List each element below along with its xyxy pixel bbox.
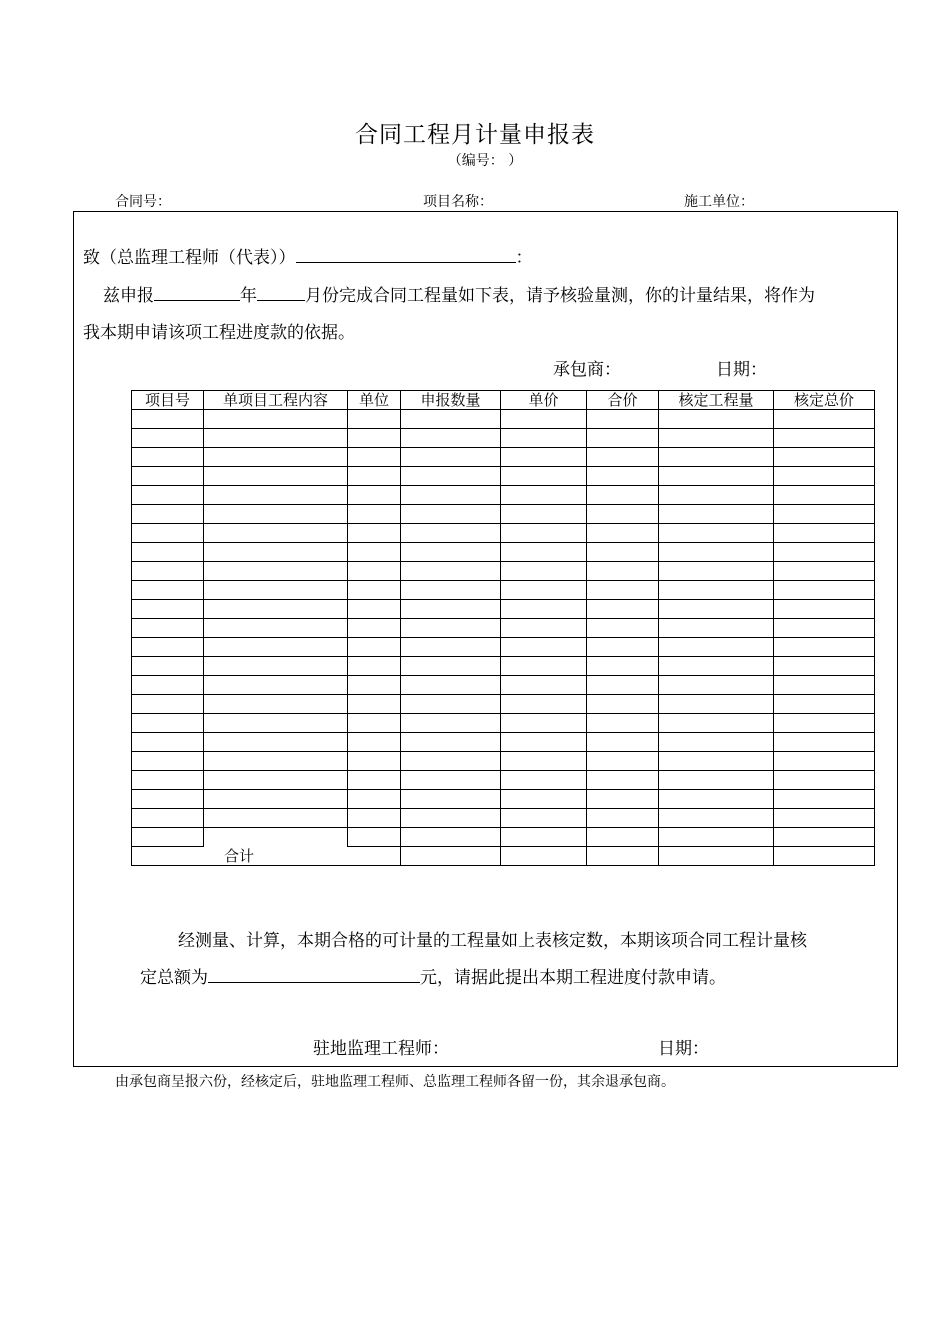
table-cell[interactable] <box>132 790 204 809</box>
table-cell[interactable] <box>401 695 501 714</box>
table-cell[interactable] <box>348 676 401 695</box>
table-cell[interactable] <box>659 809 774 828</box>
total-row <box>132 847 875 866</box>
table-cell[interactable] <box>501 752 587 771</box>
table-cell[interactable] <box>348 657 401 676</box>
table-cell[interactable] <box>204 619 348 638</box>
table-row <box>132 752 875 771</box>
table-cell[interactable] <box>659 486 774 505</box>
table-cell[interactable] <box>659 581 774 600</box>
table-cell[interactable] <box>401 638 501 657</box>
table-cell[interactable] <box>501 619 587 638</box>
table-cell[interactable] <box>401 809 501 828</box>
table-cell[interactable] <box>204 581 348 600</box>
table-cell[interactable] <box>348 714 401 733</box>
table-cell[interactable] <box>587 676 659 695</box>
table-cell[interactable] <box>501 562 587 581</box>
table-cell[interactable] <box>401 429 501 448</box>
table-cell[interactable] <box>659 543 774 562</box>
table-cell[interactable] <box>132 619 204 638</box>
table-cell[interactable] <box>401 448 501 467</box>
table-cell[interactable] <box>348 429 401 448</box>
table-cell[interactable] <box>401 543 501 562</box>
table-cell[interactable] <box>348 733 401 752</box>
table-cell[interactable] <box>774 429 875 448</box>
table-cell[interactable] <box>348 543 401 562</box>
declaration-line-1 <box>103 281 815 306</box>
table-cell[interactable] <box>348 486 401 505</box>
table-cell[interactable] <box>774 847 875 866</box>
table-cell[interactable] <box>132 828 204 847</box>
table-row <box>132 733 875 752</box>
total-label: 合计 <box>132 847 401 866</box>
table-cell[interactable] <box>401 790 501 809</box>
verification-line-2 <box>140 963 726 988</box>
column-header: 核定工程量 <box>659 391 774 410</box>
table-cell[interactable] <box>501 581 587 600</box>
table-cell[interactable] <box>774 771 875 790</box>
table-cell[interactable] <box>132 809 204 828</box>
contractor-unit-label: 施工单位： <box>684 194 754 210</box>
table-cell[interactable] <box>204 752 348 771</box>
table-cell[interactable] <box>587 657 659 676</box>
table-cell[interactable] <box>774 695 875 714</box>
table-cell[interactable] <box>587 809 659 828</box>
table-cell[interactable] <box>401 771 501 790</box>
table-cell[interactable] <box>774 638 875 657</box>
table-cell[interactable] <box>204 695 348 714</box>
table-cell[interactable] <box>774 467 875 486</box>
table-cell[interactable] <box>659 410 774 429</box>
table-cell[interactable] <box>401 486 501 505</box>
table-cell[interactable] <box>204 505 348 524</box>
table-cell[interactable] <box>132 524 204 543</box>
table-cell[interactable] <box>659 828 774 847</box>
table-cell[interactable] <box>659 657 774 676</box>
table-cell[interactable] <box>659 847 774 866</box>
table-cell[interactable] <box>132 771 204 790</box>
table-cell[interactable] <box>587 562 659 581</box>
table-cell[interactable] <box>587 847 659 866</box>
table-cell[interactable] <box>132 695 204 714</box>
column-header: 单位 <box>348 391 401 410</box>
table-cell[interactable] <box>348 695 401 714</box>
table-cell[interactable] <box>204 828 348 847</box>
table-cell[interactable] <box>501 714 587 733</box>
table-cell[interactable] <box>348 448 401 467</box>
table-cell[interactable] <box>348 600 401 619</box>
addressee-prefix: 致（总监理工程师（代表）） <box>83 248 296 268</box>
table-cell[interactable] <box>204 676 348 695</box>
table-cell[interactable] <box>587 714 659 733</box>
table-cell[interactable] <box>204 543 348 562</box>
table-row <box>132 467 875 486</box>
table-cell[interactable] <box>659 467 774 486</box>
declaration-text-a: 兹申报 <box>103 286 154 306</box>
table-row <box>132 790 875 809</box>
table-cell[interactable] <box>774 562 875 581</box>
table-cell[interactable] <box>774 733 875 752</box>
table-row <box>132 714 875 733</box>
table-row <box>132 581 875 600</box>
table-cell[interactable] <box>501 524 587 543</box>
table-cell[interactable] <box>501 695 587 714</box>
table-cell[interactable] <box>348 581 401 600</box>
table-cell[interactable] <box>348 562 401 581</box>
table-cell[interactable] <box>501 505 587 524</box>
table-cell[interactable] <box>774 809 875 828</box>
table-cell[interactable] <box>348 638 401 657</box>
table-cell[interactable] <box>774 448 875 467</box>
table-cell[interactable] <box>204 771 348 790</box>
table-cell[interactable] <box>501 790 587 809</box>
table-cell[interactable] <box>659 562 774 581</box>
declaration-line-2: 我本期申请该项工程进度款的依据。 <box>83 323 355 343</box>
table-cell[interactable] <box>774 714 875 733</box>
table-cell[interactable] <box>501 657 587 676</box>
table-cell[interactable] <box>774 752 875 771</box>
table-cell[interactable] <box>132 410 204 429</box>
declaration-text-b: 年 <box>240 286 257 306</box>
table-cell[interactable] <box>501 676 587 695</box>
table-cell[interactable] <box>659 505 774 524</box>
table-cell[interactable] <box>774 505 875 524</box>
table-cell[interactable] <box>501 828 587 847</box>
table-cell[interactable] <box>132 600 204 619</box>
addressee-suffix: ： <box>515 248 533 268</box>
column-header: 项目号 <box>132 391 204 410</box>
total-amount-blank[interactable] <box>208 966 420 983</box>
table-cell[interactable] <box>659 790 774 809</box>
table-cell[interactable] <box>501 410 587 429</box>
column-header: 单项目工程内容 <box>204 391 348 410</box>
table-cell[interactable] <box>401 828 501 847</box>
table-cell[interactable] <box>659 676 774 695</box>
column-header: 单价 <box>501 391 587 410</box>
table-cell[interactable] <box>501 448 587 467</box>
table-cell[interactable] <box>659 429 774 448</box>
verification-line-1: 经测量、计算，本期合格的可计量的工程量如上表核定数，本期该项合同工程计量核 <box>178 931 807 951</box>
table-cell[interactable] <box>348 410 401 429</box>
table-cell[interactable] <box>587 429 659 448</box>
measurement-table <box>131 390 875 866</box>
table-cell[interactable] <box>659 752 774 771</box>
table-cell[interactable] <box>132 752 204 771</box>
table-cell[interactable] <box>348 790 401 809</box>
table-cell[interactable] <box>204 467 348 486</box>
table-cell[interactable] <box>501 771 587 790</box>
table-cell[interactable] <box>204 714 348 733</box>
verification-text-a: 定总额为 <box>140 968 208 988</box>
table-cell[interactable] <box>587 486 659 505</box>
table-cell[interactable] <box>659 448 774 467</box>
table-cell[interactable] <box>774 828 875 847</box>
table-cell[interactable] <box>401 467 501 486</box>
verification-date-label: 日期： <box>658 1039 709 1059</box>
table-cell[interactable] <box>348 524 401 543</box>
table-cell[interactable] <box>659 695 774 714</box>
column-header: 合价 <box>587 391 659 410</box>
table-row <box>132 505 875 524</box>
column-header: 核定总价 <box>774 391 875 410</box>
table-cell[interactable] <box>132 486 204 505</box>
table-cell[interactable] <box>401 562 501 581</box>
table-cell[interactable] <box>774 486 875 505</box>
table-cell[interactable] <box>204 790 348 809</box>
table-cell[interactable] <box>587 638 659 657</box>
table-row <box>132 619 875 638</box>
table-cell[interactable] <box>659 771 774 790</box>
table-cell[interactable] <box>501 429 587 448</box>
table-cell[interactable] <box>774 410 875 429</box>
month-blank[interactable] <box>257 284 305 301</box>
table-cell[interactable] <box>401 752 501 771</box>
table-cell[interactable] <box>132 638 204 657</box>
table-cell[interactable] <box>204 657 348 676</box>
table-cell[interactable] <box>401 676 501 695</box>
table-cell[interactable] <box>659 619 774 638</box>
table-cell[interactable] <box>587 505 659 524</box>
table-cell[interactable] <box>401 410 501 429</box>
table-cell[interactable] <box>587 752 659 771</box>
column-header: 申报数量 <box>401 391 501 410</box>
table-cell[interactable] <box>774 657 875 676</box>
year-blank[interactable] <box>154 284 240 301</box>
table-cell[interactable] <box>132 448 204 467</box>
table-cell[interactable] <box>204 524 348 543</box>
table-cell[interactable] <box>774 524 875 543</box>
table-cell[interactable] <box>659 714 774 733</box>
document-title: 合同工程月计量申报表 <box>355 122 595 148</box>
addressee-line <box>83 243 533 268</box>
table-cell[interactable] <box>348 752 401 771</box>
table-cell[interactable] <box>204 733 348 752</box>
table-cell[interactable] <box>501 809 587 828</box>
table-cell[interactable] <box>204 486 348 505</box>
addressee-blank[interactable] <box>296 246 516 263</box>
table-row <box>132 809 875 828</box>
table-cell[interactable] <box>401 619 501 638</box>
table-cell[interactable] <box>401 847 501 866</box>
table-cell[interactable] <box>587 543 659 562</box>
table-cell[interactable] <box>774 619 875 638</box>
table-cell[interactable] <box>401 524 501 543</box>
document-number: （编号： ） <box>447 153 523 169</box>
table-cell[interactable] <box>501 543 587 562</box>
table-cell[interactable] <box>659 600 774 619</box>
table-cell[interactable] <box>501 600 587 619</box>
table-cell[interactable] <box>501 486 587 505</box>
table-cell[interactable] <box>204 448 348 467</box>
table-row <box>132 676 875 695</box>
table-header-row <box>132 391 875 410</box>
contract-no-label: 合同号： <box>115 194 171 210</box>
table-cell[interactable] <box>401 714 501 733</box>
table-row <box>132 524 875 543</box>
table-cell[interactable] <box>587 828 659 847</box>
table-cell[interactable] <box>204 562 348 581</box>
table-row <box>132 448 875 467</box>
table-cell[interactable] <box>401 733 501 752</box>
table-row <box>132 600 875 619</box>
table-cell[interactable] <box>401 581 501 600</box>
application-date-label: 日期： <box>716 360 767 380</box>
table-row <box>132 771 875 790</box>
table-cell[interactable] <box>132 505 204 524</box>
table-row <box>132 410 875 429</box>
table-cell[interactable] <box>132 581 204 600</box>
table-cell[interactable] <box>132 467 204 486</box>
table-row <box>132 562 875 581</box>
table-cell[interactable] <box>774 581 875 600</box>
footnote: 由承包商呈报六份，经核定后，驻地监理工程师、总监理工程师各留一份，其余退承包商。 <box>115 1074 675 1090</box>
table-cell[interactable] <box>774 600 875 619</box>
table-cell[interactable] <box>132 657 204 676</box>
table-cell[interactable] <box>132 676 204 695</box>
table-cell[interactable] <box>132 429 204 448</box>
table-cell[interactable] <box>204 600 348 619</box>
table-cell[interactable] <box>501 467 587 486</box>
table-row <box>132 486 875 505</box>
table-cell[interactable] <box>401 505 501 524</box>
table-cell[interactable] <box>132 733 204 752</box>
table-cell[interactable] <box>587 448 659 467</box>
table-row <box>132 543 875 562</box>
table-cell[interactable] <box>204 410 348 429</box>
table-cell[interactable] <box>501 638 587 657</box>
table-row <box>132 828 875 847</box>
table-cell[interactable] <box>501 847 587 866</box>
table-cell[interactable] <box>774 676 875 695</box>
table-cell[interactable] <box>587 733 659 752</box>
table-body <box>132 410 875 847</box>
table-cell[interactable] <box>587 600 659 619</box>
table-cell[interactable] <box>348 619 401 638</box>
table-row <box>132 429 875 448</box>
table-cell[interactable] <box>348 828 401 847</box>
project-name-label: 项目名称： <box>423 194 493 210</box>
table-cell[interactable] <box>501 733 587 752</box>
table-cell[interactable] <box>587 410 659 429</box>
table-cell[interactable] <box>348 809 401 828</box>
verification-text-b: 元，请据此提出本期工程进度付款申请。 <box>420 968 726 988</box>
table-cell[interactable] <box>659 638 774 657</box>
table-row <box>132 638 875 657</box>
table-cell[interactable] <box>587 581 659 600</box>
table-cell[interactable] <box>132 543 204 562</box>
table-cell[interactable] <box>401 657 501 676</box>
table-cell[interactable] <box>348 505 401 524</box>
table-cell[interactable] <box>204 429 348 448</box>
table-row <box>132 657 875 676</box>
table-cell[interactable] <box>587 524 659 543</box>
table-cell[interactable] <box>774 790 875 809</box>
table-cell[interactable] <box>587 790 659 809</box>
table-cell[interactable] <box>132 714 204 733</box>
table-row <box>132 695 875 714</box>
table-cell[interactable] <box>204 809 348 828</box>
table-cell[interactable] <box>587 695 659 714</box>
table-cell[interactable] <box>587 771 659 790</box>
table-cell[interactable] <box>401 600 501 619</box>
table-cell[interactable] <box>659 524 774 543</box>
table-cell[interactable] <box>774 543 875 562</box>
table-cell[interactable] <box>204 638 348 657</box>
table-cell[interactable] <box>587 619 659 638</box>
table-cell[interactable] <box>348 467 401 486</box>
engineer-sign-label: 驻地监理工程师： <box>313 1039 449 1059</box>
table-cell[interactable] <box>587 467 659 486</box>
declaration-text-c: 月份完成合同工程量如下表，请予核验量测，你的计量结果，将作为 <box>305 286 815 306</box>
contractor-sign-label: 承包商： <box>553 360 621 380</box>
table-cell[interactable] <box>659 733 774 752</box>
table-cell[interactable] <box>132 562 204 581</box>
table-cell[interactable] <box>348 771 401 790</box>
